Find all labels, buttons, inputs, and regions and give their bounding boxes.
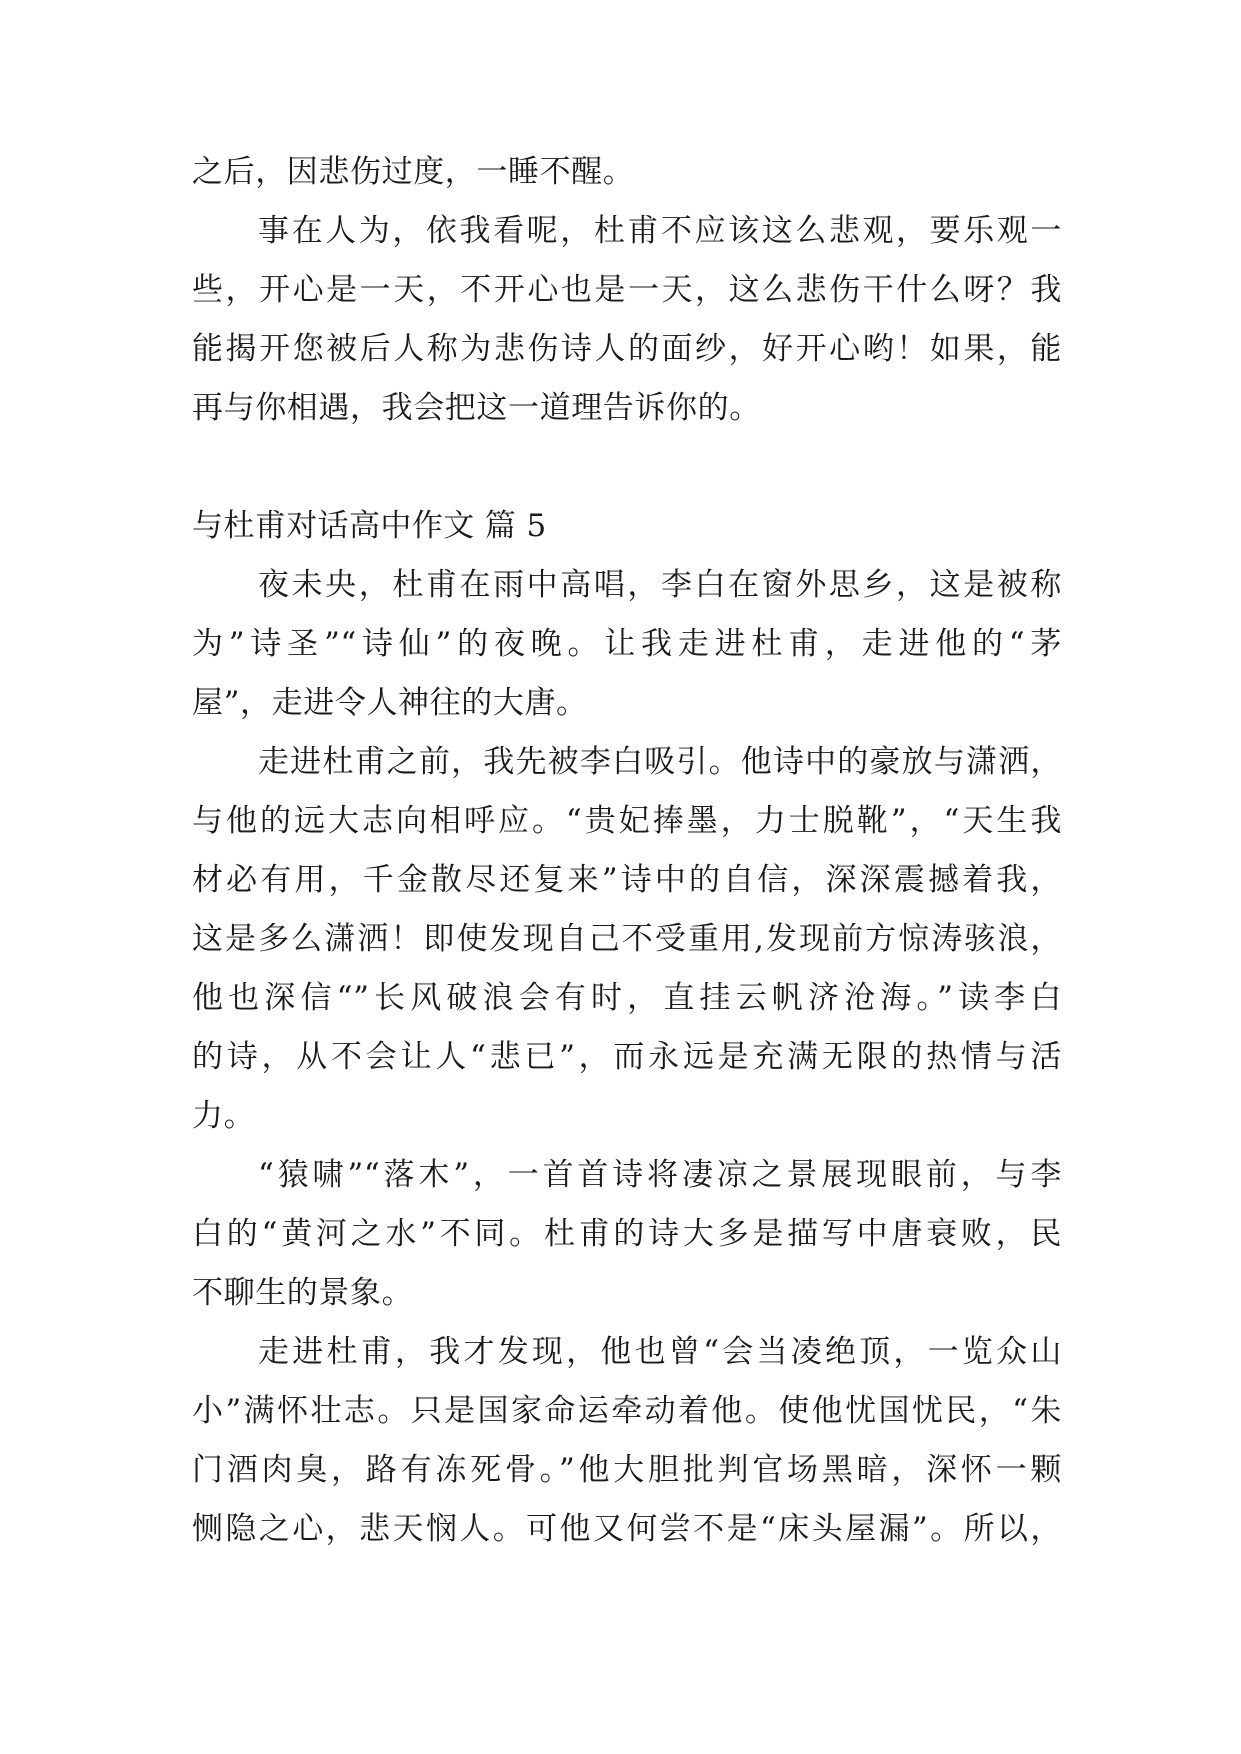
paragraph-line: 力。 <box>192 1098 256 1134</box>
paragraph-line: 些，开心是一天，不开心也是一天，这么悲伤干什么呀？我 <box>192 272 1062 308</box>
paragraph-line: 走进杜甫，我才发现，他也曾“会当凌绝顶，一览众山 <box>258 1334 1062 1370</box>
paragraph-line: 白的“黄河之水”不同。杜甫的诗大多是描写中唐衰败，民 <box>192 1216 1062 1252</box>
paragraph-line: 不聊生的景象。 <box>192 1275 414 1311</box>
paragraph-line: 之后，因悲伤过度，一睡不醒。 <box>192 154 635 190</box>
paragraph-line: 能揭开您被后人称为悲伤诗人的面纱，好开心哟！如果，能 <box>192 331 1062 367</box>
paragraph-line: 门酒肉臭，路有冻死骨。”他大胆批判官场黑暗，深怀一颗 <box>192 1452 1062 1488</box>
paragraph-line: 与他的远大志向相呼应。“贵妃捧墨，力士脱靴”，“天生我 <box>192 803 1062 839</box>
paragraph-line: 屋”，走进令人神往的大唐。 <box>192 685 588 721</box>
paragraph-line: 为”诗圣”“诗仙”的夜晚。让我走进杜甫，走进他的“茅 <box>192 626 1062 662</box>
paragraph-line: “猿啸”“落木”，一首首诗将凄凉之景展现眼前，与李 <box>258 1157 1062 1193</box>
paragraph-line: 再与你相遇，我会把这一道理告诉你的。 <box>192 390 761 426</box>
section-heading: 与杜甫对话高中作文 篇 5 <box>192 508 547 544</box>
paragraph-line: 的诗，从不会让人“悲已”，而永远是充满无限的热情与活 <box>192 1039 1062 1075</box>
paragraph-line: 材必有用，千金散尽还复来”诗中的自信，深深震撼着我， <box>192 862 1062 898</box>
paragraph-line: 小”满怀壮志。只是国家命运牵动着他。使他忧国忧民，“朱 <box>192 1393 1062 1429</box>
paragraph-line: 事在人为，依我看呢，杜甫不应该这么悲观，要乐观一 <box>258 213 1062 249</box>
paragraph-line: 走进杜甫之前，我先被李白吸引。他诗中的豪放与潇洒， <box>258 744 1062 780</box>
paragraph-line: 夜未央，杜甫在雨中高唱，李白在窗外思乡，这是被称 <box>258 567 1062 603</box>
paragraph-line: 这是多么潇洒！即使发现自己不受重用,发现前方惊涛骇浪， <box>192 921 1062 957</box>
paragraph-line: 他也深信“”长风破浪会有时，直挂云帆济沧海。”读李白 <box>192 980 1062 1016</box>
paragraph-line: 恻隐之心，悲天悯人。可他又何尝不是“床头屋漏”。所以， <box>192 1511 1062 1547</box>
